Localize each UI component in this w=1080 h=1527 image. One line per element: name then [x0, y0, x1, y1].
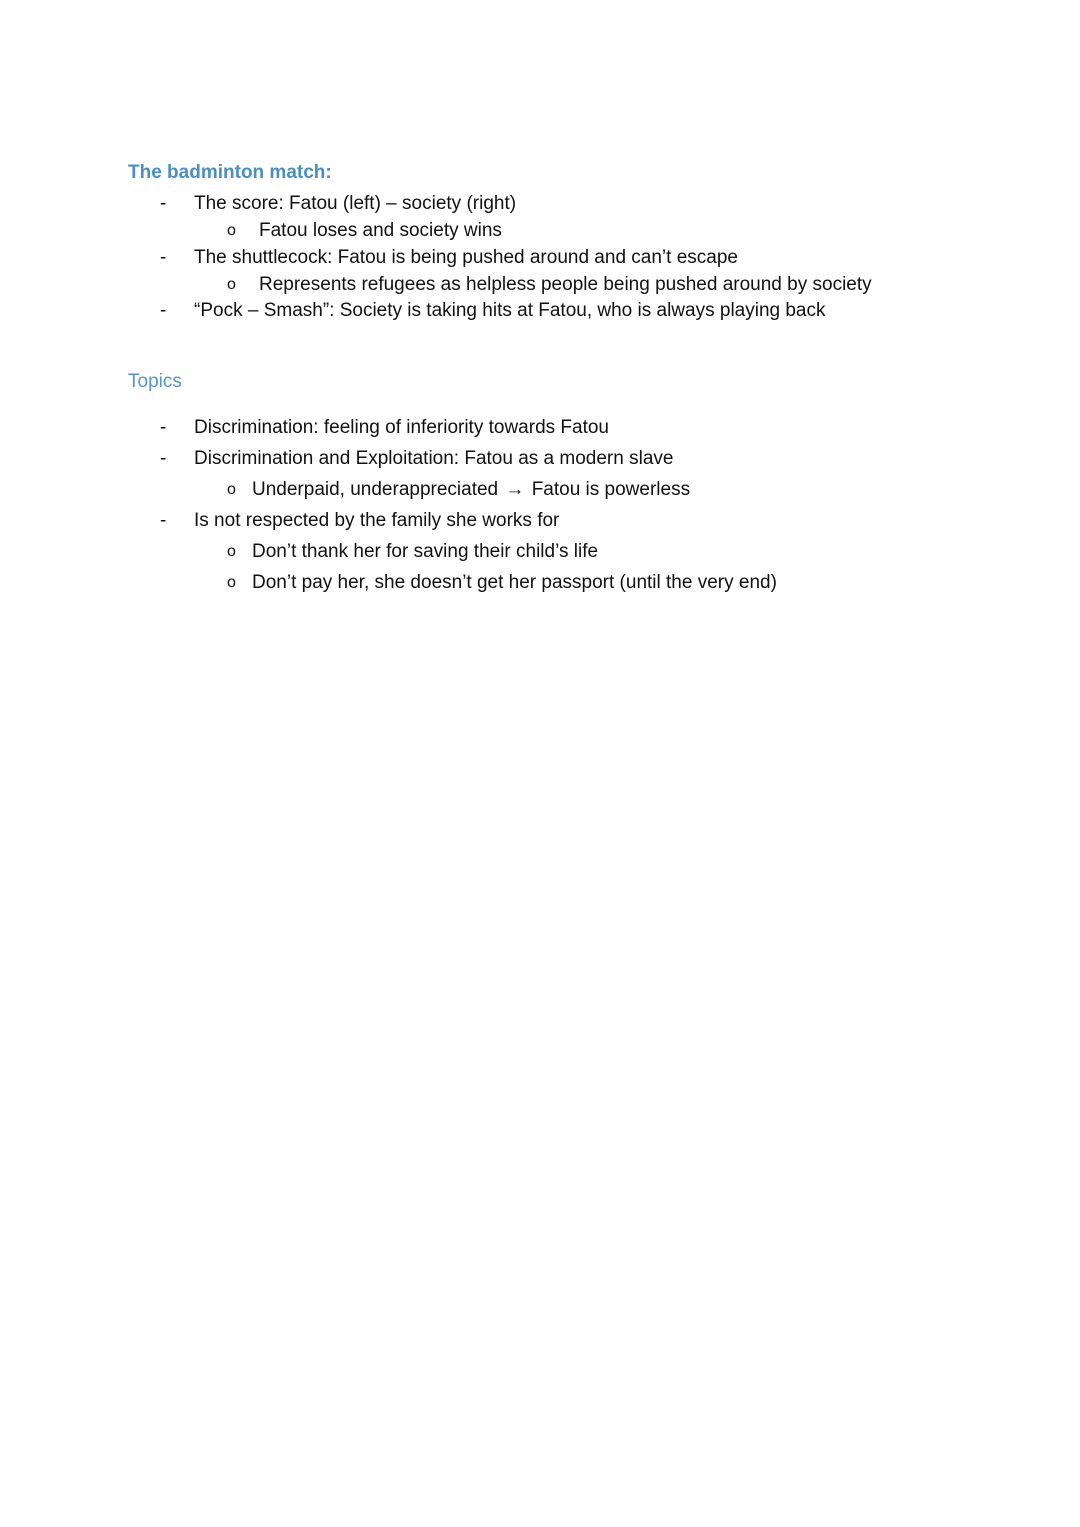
circle-bullet: o	[227, 543, 236, 560]
sub-list-item: Represents refugees as helpless people being pushed around by society	[259, 274, 872, 295]
dash-bullet: -	[160, 510, 167, 531]
circle-bullet: o	[227, 222, 236, 239]
dash-bullet: -	[160, 193, 167, 214]
circle-bullet: o	[227, 574, 236, 591]
sub-list-item-text: Underpaid, underappreciated	[252, 479, 499, 500]
list-item: Discrimination and Exploitation: Fatou as a modern slave	[194, 448, 674, 469]
list-item: Is not respected by the family she works for	[194, 510, 560, 531]
list-item: The shuttlecock: Fatou is being pushed around and can’t escape	[194, 247, 738, 268]
sub-list-item: Don’t pay her, she doesn’t get her passport (until the very end)	[252, 572, 777, 593]
section-heading-badminton: The badminton match:	[128, 162, 332, 183]
dash-bullet: -	[160, 300, 167, 321]
arrow-right-icon: →	[505, 479, 525, 500]
section-heading-topics: Topics	[128, 371, 182, 392]
sub-list-item-text: Fatou is powerless	[531, 479, 691, 500]
sub-list-item: Fatou loses and society wins	[259, 220, 502, 241]
circle-bullet: o	[227, 481, 236, 498]
dash-bullet: -	[160, 247, 167, 268]
sub-list-item: Don’t thank her for saving their child’s life	[252, 541, 599, 562]
list-item: “Pock – Smash”: Society is taking hits at Fatou, who is always playing back	[194, 300, 826, 321]
circle-bullet: o	[227, 276, 236, 293]
list-item: The score: Fatou (left) – society (right)	[194, 193, 517, 214]
sub-list-item	[252, 478, 690, 502]
dash-bullet: -	[160, 417, 167, 438]
dash-bullet: -	[160, 448, 167, 469]
list-item: Discrimination: feeling of inferiority towards Fatou	[194, 417, 610, 438]
